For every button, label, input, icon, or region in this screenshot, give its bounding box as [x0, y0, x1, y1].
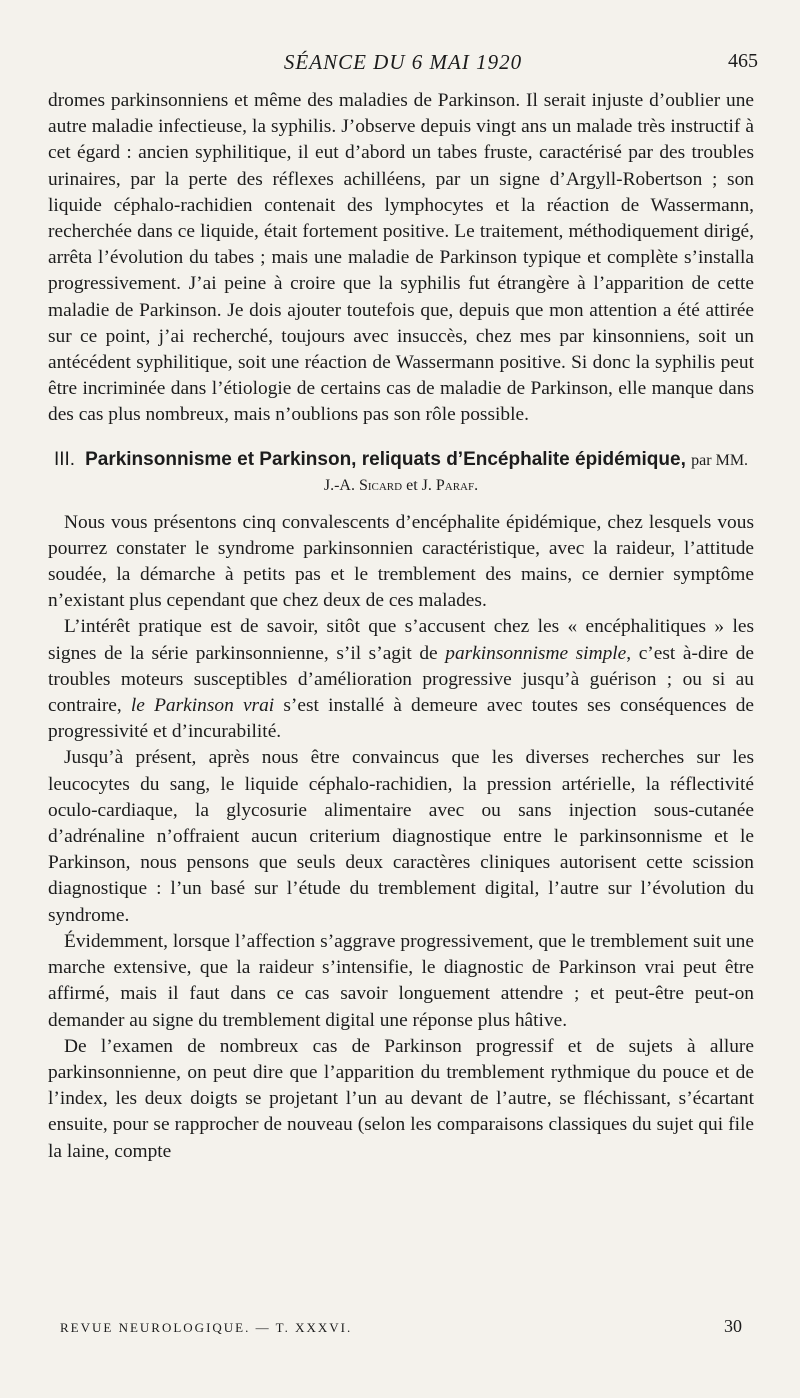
- paragraph-1: Nous vous présentons cinq convalescents d’encéphalite épidémique, chez lesquels vous pourrez constater le syndrome parkinsonnien caractéristique, avec la raideur, l’attitude soudée, la démarche à petits pas et le tremblement des mains, ce dernier symptôme n’existant plus cependant que chez deux de ces malades.: [48, 511, 754, 612]
- page-body: [48, 88, 754, 1165]
- page-header: [48, 50, 758, 80]
- authors-prefix: par MM. J.-A.: [323, 451, 749, 494]
- author-sicard: Sicard: [358, 476, 403, 494]
- paragraph-2: [48, 614, 754, 745]
- paragraph-2-text-b: , c’est à-dire de troubles moteurs susceptibles d’amélioration progressive jusqu’à guérison ; ou si au contraire,: [48, 642, 754, 717]
- section-number: III.: [53, 448, 76, 470]
- paragraph-5: De l’examen de nombreux cas de Parkinson progressif et de sujets à allure parkinsonnienne, on peut dire que l’apparition du tremblement rythmique du pouce et de l’index, les deux doigts se projetant l’un au devant de l’autre, se fléchissant, s’écartant ensuite, pour se rapprocher de nouveau (selon les comparaisons classiques du sujet qui file la laine, compte: [48, 1035, 754, 1162]
- page-footer: [60, 1318, 742, 1340]
- emphasis-parkinson-vrai: le Parkinson vrai: [130, 695, 275, 717]
- emphasis-parkinsonnisme-simple: parkinsonnisme simple: [445, 642, 627, 664]
- section-title: Parkinsonnisme et Parkinson, reliquats d’Encéphalite épidémique,: [85, 448, 686, 470]
- author-paraf: Paraf.: [435, 476, 479, 494]
- page-number: 465: [728, 50, 758, 72]
- journal-line: REVUE NEUROLOGIQUE. — T. XXXVI.: [60, 1320, 353, 1335]
- paragraph-4: Évidemment, lorsque l’affection s’aggrave progressivement, que le tremblement suit une marche extensive, que la raideur s’intensifie, le diagnostic de Parkinson vrai peut être affirmé, mais il faut dans ce cas savoir longuement attendre ; et peut-être peut-on demander au signe du tremblement digital une réponse plus hâtive.: [48, 930, 754, 1031]
- paragraph-3: Jusqu’à présent, après nous être convaincus que les diverses recherches sur les leucocytes du sang, le liquide céphalo-rachidien, la pression artérielle, la réflectivité oculo-cardiaque, la glycosurie alimentaire avec ou sans injection sous-cutanée d’adrénaline n’offraient aucun criterium diagnostique entre le parkinsonnisme et le Parkinson, nous pensons que seuls deux caractères cliniques autorisent cette scission diagnostique : l’un basé sur l’étude du tremblement digital, l’autre sur l’évolution du syndrome.: [48, 747, 754, 926]
- signature-mark: 30: [724, 1316, 742, 1336]
- authors-mid: et J.: [406, 476, 432, 494]
- running-title: SÉANCE DU 6 MAI 1920: [283, 50, 523, 74]
- paragraph-2-text-c: s’est installé à demeure avec toutes ses conséquences de progressivité et d’incurabilité.: [48, 695, 755, 743]
- paragraph-2-text-a: L’intérêt pratique est de savoir, sitôt que s’accusent chez les « encéphalitiques » les signes de la série parkinsonnienne, s’il s’agit de: [48, 616, 754, 664]
- paragraph-continued: dromes parkinsonniens et même des maladies de Parkinson. Il serait injuste d’oublier une autre maladie infectieuse, la syphilis. J’observe depuis vingt ans un malade très instructif à cet égard : ancien syphilitique, il eut d’abord un tabes fruste, caractérisé par des troubles urinaires, par la perte des réflexes achilléens, par un signe d’Argyll-Robertson ; son liquide céphalo-rachidien contenait des lymphocytes et la réaction de Wassermann, recherchée dans ce liquide, était fortement positive. Le traitement, méthodiquement dirigé, arrêta l’évolution du tabes ; mais une maladie de Parkinson typique et complète s’installa progressivement. J’ai peine à croire que la syphilis fut étrangère à l’apparition de cette maladie de Parkinson. Je dois ajouter toutefois que, depuis que mon attention a été attirée sur ce point, j’ai recherché, toujours avec insuccès, chez mes par kinsonniens, soit un antécédent syphilitique, soit une réaction de Wassermann positive. Si donc la syphilis peut être incriminée dans l’étiologie de certains cas de maladie de Parkinson, elle manque dans des cas plus nombreux, mais n’oublions pas son rôle possible.: [48, 90, 754, 426]
- section-heading: [48, 448, 754, 498]
